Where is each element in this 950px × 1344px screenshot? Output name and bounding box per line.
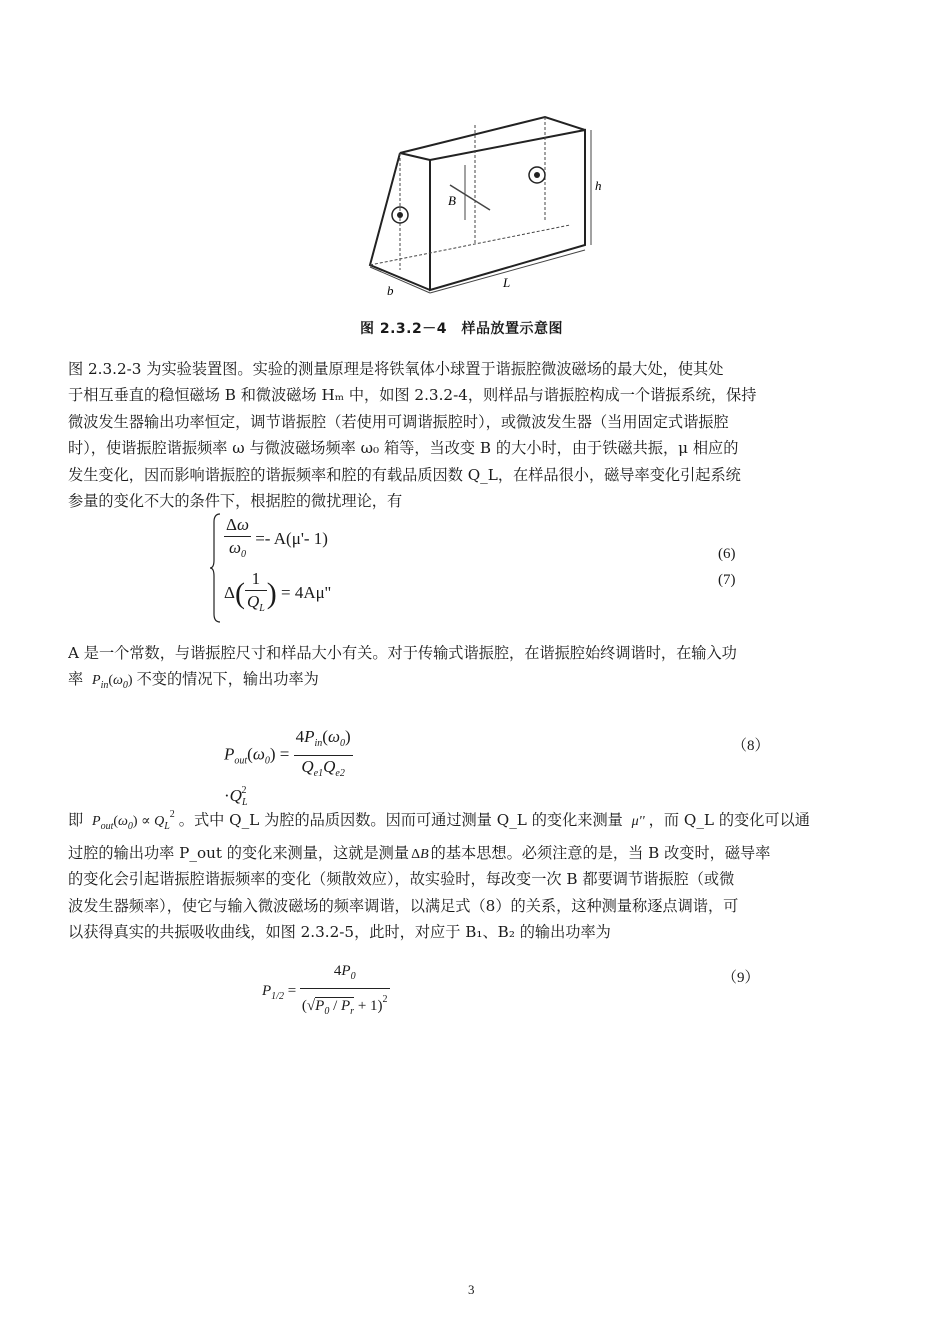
- label-h: h: [595, 178, 602, 193]
- equation-8: $P_{out}(\omega_0)$ = $\frac{4P_{in}(\omega_0)}{Q_{e1}Q_{e2}}$ $\cdot Q_L^2$: [224, 727, 351, 808]
- front-face: [430, 130, 585, 290]
- text-fragment: 不变的情况下，输出功率为: [136, 670, 319, 689]
- sample-placement-figure: [355, 95, 605, 310]
- text-line: [68, 840, 883, 866]
- eq7-rhs: = 4Aμ'': [281, 582, 331, 602]
- field-dot-right: [529, 167, 545, 183]
- text-fragment: 过腔的输出功率 P_out 的变化来测量，这就是测量: [68, 844, 410, 862]
- label-L: L: [503, 275, 511, 290]
- text-line: [68, 802, 883, 840]
- label-b: b: [387, 283, 394, 298]
- text-line: 的变化会引起谐振腔谐振频率的变化（频散效应），故实验时，每改变一次 B 都要调节谐振腔（或微: [68, 870, 735, 889]
- text-line: 发生变化，因而影响谐振腔的谐振频率和腔的有载品质因数 Q_L，在样品很小，磁导率变化引起系统: [68, 465, 741, 484]
- eq6-rhs: =- A(μ'- 1): [255, 528, 328, 548]
- inline-formula-pin: $P_{in}(\omega_0)$: [92, 673, 133, 692]
- text-fragment: 。式中 Q_L 为腔的品质因数。因而可通过测量 Q_L 的变化来测量: [178, 811, 623, 829]
- eq9-number: （9）: [722, 970, 760, 986]
- figure-caption: 图 2.3.2－4 样品放置示意图: [360, 321, 563, 337]
- inline-formula-deltaB: ΔB: [411, 847, 429, 862]
- text-fragment: 率: [68, 670, 84, 689]
- eq8-number: （8）: [732, 738, 770, 754]
- text-fragment: 的基本思想。必须注意的是，当 B 改变时，磁导率: [430, 844, 771, 862]
- text-line: 波发生器频率），使它与输入微波磁场的频率调谐，以满足式（8）的关系，这种测量称逐点调谐，可: [68, 896, 739, 915]
- left-brace: [208, 512, 222, 624]
- text-line: 参量的变化不大的条件下，根据腔的微扰理论，有: [68, 491, 403, 510]
- eq7-number: (7): [718, 572, 736, 588]
- text-line: 微波发生器输出功率恒定，调节谐振腔（若使用可调谐振腔时），或微波发生器（当用固定式谐振腔: [68, 412, 729, 431]
- text-line: [68, 666, 883, 692]
- label-B: B: [448, 193, 456, 208]
- page-number: 3: [468, 1282, 475, 1297]
- paragraph-1: [68, 356, 883, 514]
- text-line: 以获得真实的共振吸收曲线，如图 2.3.2-5，此时，对应于 B₁、B₂ 的输出功率为: [68, 923, 611, 942]
- text-fragment: ，而 Q_L 的变化可以通: [648, 811, 810, 829]
- text-fragment: 即: [68, 811, 84, 829]
- inline-formula-mu: μ'': [631, 814, 645, 829]
- equation-7: Δ( $\frac{1}{Q_L}$ ) = 4Aμ'': [224, 569, 331, 614]
- paragraph-3: [68, 802, 883, 946]
- text-line: 于相互垂直的稳恒磁场 B 和微波磁场 Hₘ 中，如图 2.3.2-4，则样品与谐振腔构成一个谐振系统，保持: [68, 386, 757, 405]
- text-line: A 是一个常数，与谐振腔尺寸和样品大小有关。对于传输式谐振腔，在谐振腔始终调谐时，在输入功: [68, 644, 737, 662]
- equation-9: $P_{1/2}$ = $\frac{4P_0}{(√P_0 / P_r + 1)^2}$: [262, 960, 390, 1023]
- paragraph-2: [68, 640, 883, 693]
- eq6-number: (6): [718, 546, 736, 562]
- text-line: 时），使谐振腔谐振频率 ω 与微波磁场频率 ω₀ 箱等，当改变 B 的大小时，由于铁磁共振，μ 相应的: [68, 439, 739, 458]
- inline-formula-proportional: $P_{out}(\omega_0) \propto Q_L^2$: [92, 809, 175, 832]
- text-line: 图 2.3.2-3 为实验装置图。实验的测量原理是将铁氧体小球置于谐振腔微波磁场的最大处，使其处: [68, 360, 724, 378]
- equation-6: $\frac{\Delta\omega}{\omega_0}$ =- A(μ'- 1): [226, 515, 328, 560]
